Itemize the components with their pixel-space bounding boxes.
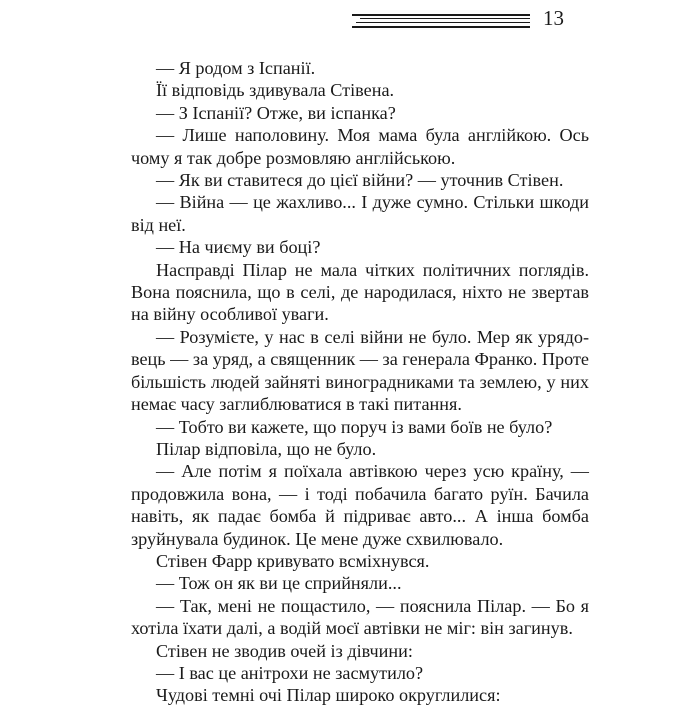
paragraph: Чудові темні очі Пілар широко округлилися: <box>156 685 501 706</box>
paragraph: — І вас це анітрохи не засмутило? <box>156 662 424 683</box>
paragraph: Насправді Пілар не мала чітких політичних поглядів. Вона пояснила, що в селі, де народилася, ніхто не звертав на війну особливої уваги. <box>131 259 589 325</box>
header-rule-line <box>360 18 530 19</box>
paragraph: — На чиєму ви боці? <box>156 237 321 258</box>
paragraph: Її відповідь здивувала Стівена. <box>156 80 395 101</box>
paragraph: — Як ви ставитеся до цієї війни? — уточнив Стівен. <box>156 170 564 191</box>
paragraph: — Розумієте, у нас в селі війни не було. Мер як урядовець — за уряд, а священник — за генерала Франко. Проте більшість людей зайняті виноградниками та землею, у них немає часу заглиблюватися в такі питання. <box>131 326 589 415</box>
body-text <box>131 57 589 707</box>
header-rule-line <box>352 14 530 16</box>
header-rule-line <box>356 22 530 23</box>
paragraph: — Я родом з Іспанії. <box>156 58 316 78</box>
paragraph: — З Іспанії? Отже, ви іспанка? <box>156 102 396 123</box>
paragraph: — Тож он як ви це сприйняли... <box>156 573 402 594</box>
paragraph: Стівен Фарр кривувато всміхнувся. <box>156 550 430 571</box>
paragraph: Стівен не зводив очей із дівчини: <box>156 640 413 661</box>
paragraph: Пілар відповіла, що не було. <box>156 438 377 459</box>
header-rule-line <box>352 26 530 28</box>
paragraph: — Війна — це жахливо... І дуже сумно. Стільки шкоди від неї. <box>131 192 589 235</box>
paragraph: — Лише наполовину. Моя мама була англійкою. Ось чому я так добре розмовляю англійською. <box>131 125 589 168</box>
paragraph: — Тобто ви кажете, що поруч із вами боїв не було? <box>156 416 553 437</box>
paragraph: — Так, мені не пощастило, — пояснила Пілар. — Бо я хотіла їхати далі, а водій моєї автівки не міг: він загинув. <box>131 595 589 639</box>
page-number: 13 <box>543 6 564 30</box>
paragraph: — Але потім я поїхала автівкою через усю країну, — продовжила вона, — і тоді побачила багато руїн. Бачила навіть, як падає бомба й підриває авто... А інша бомба зруйнувала будинок. Це мене дуже схвилювало. <box>131 461 589 549</box>
header-decorative-rule <box>352 14 530 28</box>
